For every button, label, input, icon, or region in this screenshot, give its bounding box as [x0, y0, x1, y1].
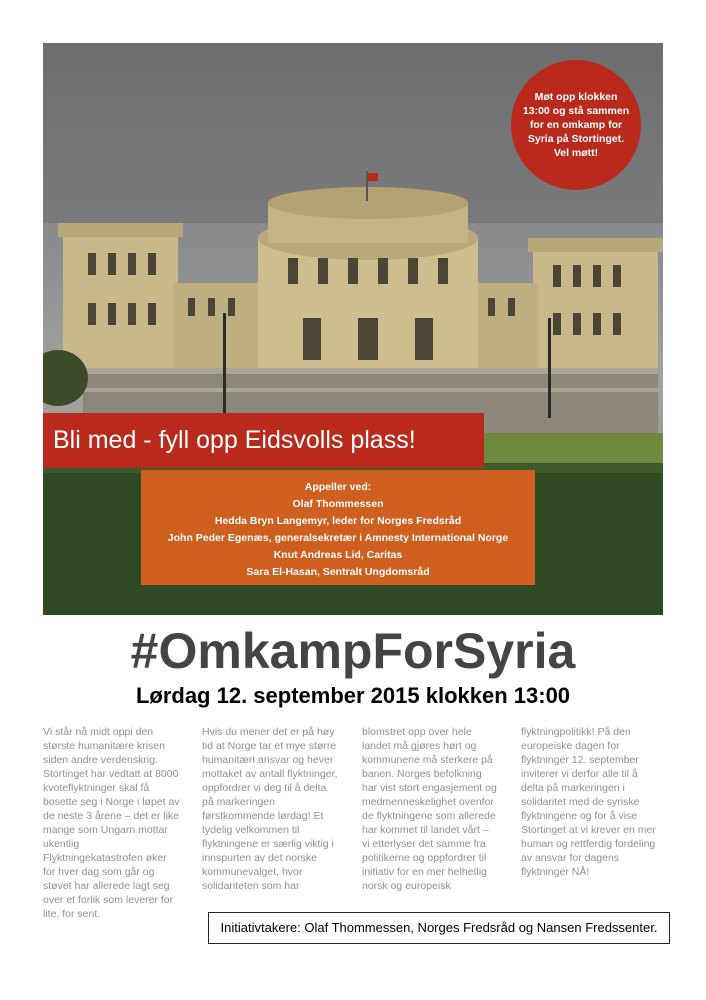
speaker-name: Hedda Bryn Langemyr, leder for Norges Fredsråd: [214, 515, 462, 527]
initiators-box: Initiativtakere: Olaf Thommessen, Norges Fredsråd og Nansen Fredssenter.: [208, 912, 670, 944]
event-date: Lørdag 12. september 2015 klokken 13:00: [135, 683, 571, 708]
hashtag-title: #OmkampForSyria: [130, 623, 576, 679]
text-column-4: flyktningpolitikk! På den europeiske dagen for flyktninger 12. september inviterer vi derfor alle til å delta på markeringen i solidaritet med de syriske flyktningene og for å vise Stortinget at vi krever en mer human og rettferdig fordeling av ansvar for dagens flyktninger NÅ!: [521, 726, 656, 878]
speaker-name: John Peder Egenæs, generalsekretær i Amnesty International Norge: [167, 532, 509, 544]
badge-text: Møt opp klokken 13:00 og stå sammen for en omkamp for Syria på Stortinget. Vel møtt!: [522, 91, 630, 159]
speaker-name: Olaf Thommessen: [292, 498, 384, 510]
speakers-box: [141, 470, 535, 585]
speakers-heading: Appeller ved:: [304, 481, 372, 493]
text-column-2: Hvis du mener det er på høy tid at Norge tar et mye større humanitært ansvar og hever mottaket av antall flyktninger, oppfordrer vi deg til å delta på markeringen førstkommende lørdag! Et tydelig velkommen til flyktningene er særlig viktig i innspurten av det norske kommunevalget, hvor solidariteten som har: [202, 726, 338, 892]
meet-up-badge: [511, 60, 641, 190]
text-column-3: blomstret opp over hele landet må gjøres hørt og kommunene må sterkere på banen. Norges befolkning har vist stort engasjement og medmenneskelighet ovenfor de flyktningene som allerede har kommet til landet vårt – vi etterlyser det samme fra politikerne og oppfordrer til initiativ for en mer helhetlig norsk og europeisk: [362, 726, 497, 892]
text-column-1: Vi står nå midt oppi den største humanitære krisen siden andre verdenskrig. Stortinget har vedtatt at 8000 kvoteflyktninger skal få bosette seg i Norge i løpet av de neste 3 årene – det er like mange som Ungarn mottar ukentlig Flyktningekatastrofen øker for hver dag som går og støvet har allerede lagt seg over et forlik som leverer for lite, for sent.: [43, 726, 180, 920]
speaker-name: Sara El-Hasan, Sentralt Ungdomsråd: [246, 566, 430, 578]
speaker-name: Knut Andreas Lid, Caritas: [273, 549, 403, 561]
join-banner: Bli med - fyll opp Eidsvolls plass!: [43, 413, 484, 468]
